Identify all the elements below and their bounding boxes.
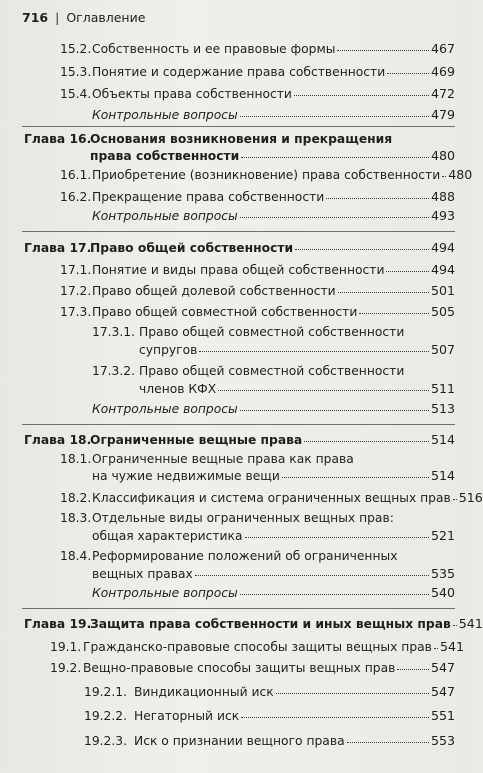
chapter-heading-cont[interactable]: права собственности 480 xyxy=(90,148,455,163)
toc-page-number: 535 xyxy=(430,566,455,581)
chapter-divider xyxy=(22,126,455,127)
dot-leader xyxy=(359,313,429,314)
toc-page-number: 511 xyxy=(430,381,455,396)
toc-entry-title: Понятие и виды права общей собственности xyxy=(92,263,385,277)
chapter-divider xyxy=(22,608,455,609)
dot-leader xyxy=(434,648,438,649)
toc-entry[interactable]: 17.1. Понятие и виды права общей собственности 494 xyxy=(60,262,455,277)
toc-page-number: 540 xyxy=(430,585,455,600)
dot-leader xyxy=(282,477,429,478)
dot-leader xyxy=(453,625,457,626)
toc-subentry[interactable]: 19.2.3. Иск о признании вещного права 553 xyxy=(84,733,455,748)
dot-leader xyxy=(240,594,429,595)
toc-entry[interactable]: 17.2. Право общей долевой собственности 501 xyxy=(60,283,455,298)
toc-entry-title: Виндикационный иск xyxy=(134,685,274,699)
chapter-heading[interactable]: Глава 18. Ограниченные вещные права 514 xyxy=(24,432,455,447)
toc-entry-title: Приобретение (возникновение) права собственности xyxy=(92,168,441,182)
dot-leader xyxy=(387,73,429,74)
dot-leader xyxy=(240,217,429,218)
dot-leader xyxy=(304,441,429,442)
toc-entry-title: Объекты права собственности xyxy=(92,87,292,101)
toc-entry-title: Негаторный иск xyxy=(134,709,240,723)
toc-subentry[interactable]: 17.3.1. Право общей совместной собственности xyxy=(92,325,405,339)
toc-page-number: 480 xyxy=(430,148,455,163)
toc-page-number: 547 xyxy=(430,684,455,699)
dot-leader xyxy=(241,717,429,718)
toc-page-number: 493 xyxy=(430,208,455,223)
toc-page-number: 479 xyxy=(430,107,455,122)
toc-page-number: 507 xyxy=(430,342,455,357)
header-separator: | xyxy=(55,10,60,25)
toc-page-number: 494 xyxy=(430,240,455,255)
toc-subentry[interactable]: 17.3.2. Право общей совместной собственности xyxy=(92,364,405,378)
dot-leader xyxy=(245,537,429,538)
toc-page-number: 514 xyxy=(430,432,455,447)
dot-leader xyxy=(240,410,429,411)
toc-subentry[interactable]: 19.2.1. Виндикационный иск 547 xyxy=(84,684,455,699)
toc-entry[interactable]: 17.3. Право общей совместной собственности 505 xyxy=(60,304,455,319)
toc-page-number: 551 xyxy=(430,708,455,723)
chapter-heading[interactable]: Глава 19. Защита права собственности и иных вещных прав 541 xyxy=(24,616,483,631)
dot-leader xyxy=(442,176,446,177)
toc-entry[interactable]: 18.3.Отдельные виды ограниченных вещных прав: xyxy=(60,511,394,525)
dot-leader xyxy=(326,198,429,199)
toc-page-number: 541 xyxy=(458,616,483,631)
toc-page-number: 480 xyxy=(448,167,473,182)
dot-leader xyxy=(386,271,429,272)
toc-subentry[interactable]: 19.2.2. Негаторный иск 551 xyxy=(84,708,455,723)
toc-page-number: 541 xyxy=(439,639,464,654)
toc-entry-review-questions[interactable]: Контрольные вопросы 540 xyxy=(92,585,455,600)
chapter-divider xyxy=(22,231,455,232)
toc-page-number: 505 xyxy=(430,304,455,319)
toc-page-number: 513 xyxy=(430,401,455,416)
toc-entry-title: Прекращение права собственности xyxy=(92,190,325,204)
dot-leader xyxy=(453,499,457,500)
toc-entry[interactable]: 19.1. Гражданско-правовые способы защиты вещных прав 541 xyxy=(50,639,464,654)
dot-leader xyxy=(397,669,429,670)
toc-entry[interactable]: 15.4. Объекты права собственности 472 xyxy=(60,86,455,101)
toc-page-number: 469 xyxy=(430,64,455,79)
toc-entry[interactable]: 15.3. Понятие и содержание права собственности 469 xyxy=(60,64,455,79)
dot-leader xyxy=(294,95,429,96)
toc-page-number: 553 xyxy=(430,733,455,748)
page-number: 716 xyxy=(22,10,49,25)
toc-entry-review-questions[interactable]: Контрольные вопросы 479 xyxy=(92,107,455,122)
toc-entry[interactable]: 19.2. Вещно-правовые способы защиты вещных прав 547 xyxy=(50,660,455,675)
toc-entry-title: Классификация и система ограниченных вещных прав xyxy=(92,491,451,505)
dot-leader xyxy=(337,50,428,51)
dot-leader xyxy=(195,575,429,576)
toc-entry-cont[interactable]: на чужие недвижимые вещи 514 xyxy=(92,468,455,483)
toc-page-number: 514 xyxy=(430,468,455,483)
dot-leader xyxy=(338,292,429,293)
toc-entry[interactable]: 18.1.Ограниченные вещные права как права xyxy=(60,452,354,466)
toc-entry[interactable]: 15.2. Собственность и ее правовые формы 467 xyxy=(60,41,455,56)
toc-entry[interactable]: 18.4.Реформирование положений об ограниченных xyxy=(60,549,398,563)
toc-page-number: 547 xyxy=(430,660,455,675)
toc-page-number: 516 xyxy=(458,490,483,505)
toc-entry-cont[interactable]: общая характеристика 521 xyxy=(92,528,455,543)
toc-page-number: 488 xyxy=(430,189,455,204)
dot-leader xyxy=(218,390,429,391)
toc-entry-title: Право общей совместной собственности xyxy=(92,305,358,319)
dot-leader xyxy=(199,351,429,352)
toc-page-number: 501 xyxy=(430,283,455,298)
toc-page-number: 467 xyxy=(430,41,455,56)
toc-entry[interactable]: 18.2. Классификация и система ограниченных вещных прав 516 xyxy=(60,490,483,505)
dot-leader xyxy=(276,693,429,694)
toc-entry-cont[interactable]: вещных правах 535 xyxy=(92,566,455,581)
chapter-heading[interactable]: Глава 17. Право общей собственности 494 xyxy=(24,240,455,255)
dot-leader xyxy=(295,249,429,250)
toc-entry[interactable]: 16.1. Приобретение (возникновение) права собственности 480 xyxy=(60,167,473,182)
header-title: Оглавление xyxy=(66,10,146,25)
dot-leader xyxy=(347,742,429,743)
toc-page-number: 494 xyxy=(430,262,455,277)
toc-page-number: 472 xyxy=(430,86,455,101)
running-header xyxy=(22,10,145,25)
toc-entry-title: Собственность и ее правовые формы xyxy=(92,42,336,56)
toc-entry-title: Гражданско-правовые способы защиты вещных прав xyxy=(83,640,432,654)
toc-entry[interactable]: 16.2. Прекращение права собственности 488 xyxy=(60,189,455,204)
toc-entry-title: Иск о признании вещного права xyxy=(134,734,345,748)
dot-leader xyxy=(240,116,429,117)
toc-entry-review-questions[interactable]: Контрольные вопросы 493 xyxy=(92,208,455,223)
toc-entry-title: Вещно-правовые способы защиты вещных прав xyxy=(83,661,396,675)
toc-page-number: 521 xyxy=(430,528,455,543)
chapter-divider xyxy=(22,424,455,425)
toc-entry-review-questions[interactable]: Контрольные вопросы 513 xyxy=(92,401,455,416)
toc-subentry-cont[interactable]: супругов 507 xyxy=(139,342,455,357)
toc-subentry-cont[interactable]: членов КФХ 511 xyxy=(139,381,455,396)
toc-entry-title: Право общей долевой собственности xyxy=(92,284,336,298)
dot-leader xyxy=(241,157,429,158)
chapter-heading[interactable]: Глава 16.Основания возникновения и прекращения xyxy=(24,132,393,146)
toc-entry-title: Понятие и содержание права собственности xyxy=(92,65,386,79)
